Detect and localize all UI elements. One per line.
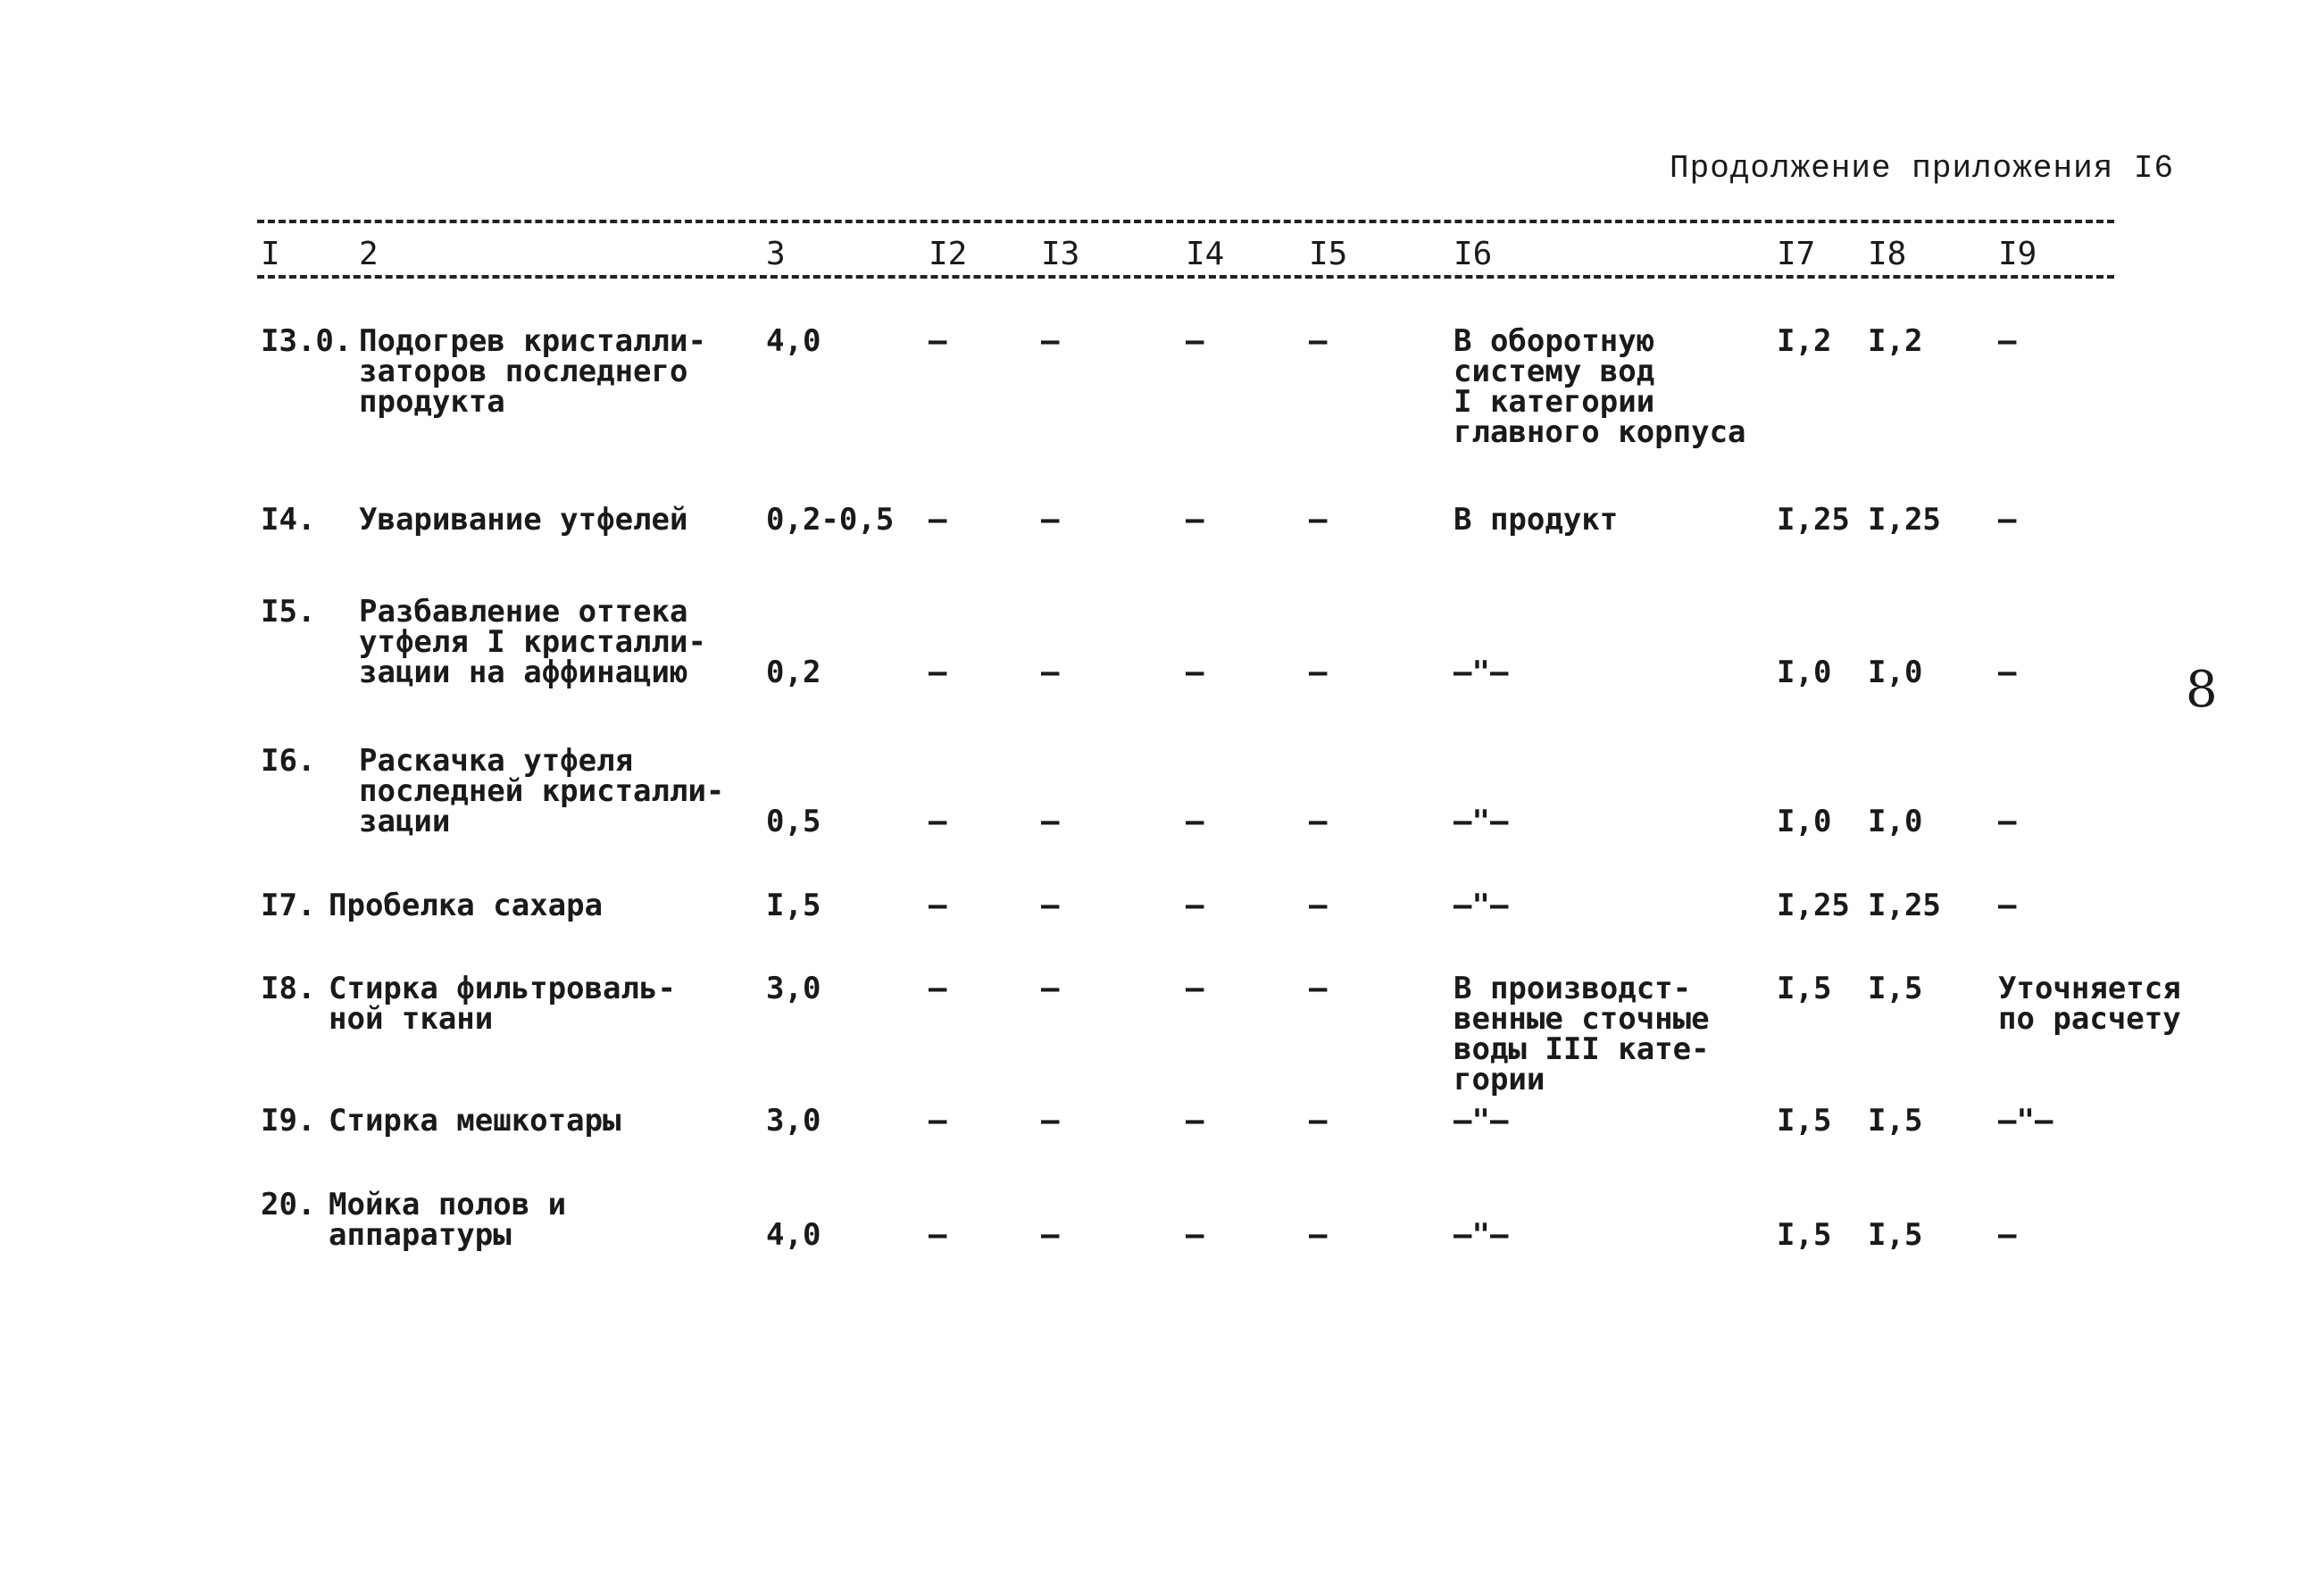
cell-col-2: Стирка мешкотары: [329, 1103, 621, 1139]
cell-col-1: I8.: [261, 971, 316, 1006]
cell-col-15: –: [1309, 1103, 1328, 1139]
header-col-14: I4: [1186, 236, 1225, 272]
cell-col-18: I,25: [1868, 888, 1941, 923]
cell-col-18: I,2: [1868, 323, 1923, 359]
cell-col-13: –: [1041, 971, 1060, 1006]
cell-col-3: I,5: [766, 888, 821, 923]
cell-col-17: I,25: [1777, 888, 1850, 923]
cell-col-3: 4,0: [766, 323, 821, 359]
cell-col-13: –: [1041, 655, 1060, 690]
cell-col-13: –: [1041, 323, 1060, 359]
header-col-15: I5: [1309, 236, 1348, 272]
cell-col-1: I3.0.: [261, 323, 353, 359]
cell-col-14: –: [1186, 1103, 1204, 1139]
table-header-rule: [257, 275, 2114, 279]
cell-col-15: –: [1309, 655, 1328, 690]
cell-col-15: –: [1309, 888, 1328, 923]
cell-col-3: 0,2: [766, 655, 821, 690]
cell-col-17: I,25: [1777, 502, 1850, 538]
cell-col-16: –"–: [1454, 888, 1509, 923]
header-col-19: I9: [1998, 236, 2037, 272]
cell-col-12: –: [929, 971, 947, 1006]
header-col-1: I: [261, 236, 280, 272]
cell-col-17: I,5: [1777, 971, 1832, 1006]
cell-col-13: –: [1041, 1103, 1060, 1139]
cell-col-15: –: [1309, 804, 1328, 839]
cell-col-2: Пробелка сахара: [329, 888, 604, 923]
cell-col-2: Раскачка утфеля последней кристалли- зации: [359, 743, 725, 839]
cell-col-3: 0,2-0,5: [766, 502, 895, 538]
cell-col-3: 4,0: [766, 1217, 821, 1253]
header-col-2: 2: [359, 236, 379, 272]
cell-col-12: –: [929, 1103, 947, 1139]
cell-col-18: I,25: [1868, 502, 1941, 538]
cell-col-14: –: [1186, 502, 1204, 538]
cell-col-15: –: [1309, 971, 1328, 1006]
cell-col-16: –"–: [1454, 1103, 1509, 1139]
cell-col-3: 0,5: [766, 804, 821, 839]
cell-col-19: –: [1998, 323, 2017, 359]
cell-col-16: В оборотную систему вод I категории главного корпуса: [1454, 323, 1746, 450]
cell-col-12: –: [929, 323, 947, 359]
cell-col-12: –: [929, 1217, 947, 1253]
cell-col-19: –: [1998, 888, 2017, 923]
cell-col-14: –: [1186, 655, 1204, 690]
cell-col-13: –: [1041, 1217, 1060, 1253]
cell-col-1: I6.: [261, 743, 316, 779]
cell-col-18: I,5: [1868, 1217, 1923, 1253]
table-top-rule: [257, 220, 2114, 223]
cell-col-15: –: [1309, 502, 1328, 538]
cell-col-16: В продукт: [1454, 502, 1619, 538]
cell-col-12: –: [929, 888, 947, 923]
cell-col-16: –"–: [1454, 655, 1509, 690]
cell-col-3: 3,0: [766, 971, 821, 1006]
cell-col-15: –: [1309, 1217, 1328, 1253]
cell-col-17: I,5: [1777, 1217, 1832, 1253]
cell-col-15: –: [1309, 323, 1328, 359]
cell-col-12: –: [929, 502, 947, 538]
cell-col-12: –: [929, 655, 947, 690]
cell-col-1: 20.: [261, 1187, 316, 1222]
cell-col-2: Разбавление оттека утфеля I кристалли- зации на аффинацию: [359, 594, 706, 690]
cell-col-2: Стирка фильтроваль- ной ткани: [329, 971, 676, 1037]
header-col-3: 3: [766, 236, 786, 272]
header-col-17: I7: [1777, 236, 1816, 272]
cell-col-1: I4.: [261, 502, 316, 538]
cell-col-19: –: [1998, 502, 2017, 538]
cell-col-14: –: [1186, 323, 1204, 359]
cell-col-18: I,0: [1868, 655, 1923, 690]
cell-col-17: I,2: [1777, 323, 1832, 359]
cell-col-16: –"–: [1454, 804, 1509, 839]
cell-col-14: –: [1186, 971, 1204, 1006]
cell-col-14: –: [1186, 1217, 1204, 1253]
header-col-16: I6: [1454, 236, 1493, 272]
cell-col-13: –: [1041, 888, 1060, 923]
cell-col-18: I,5: [1868, 971, 1923, 1006]
cell-col-19: –: [1998, 804, 2017, 839]
cell-col-17: I,0: [1777, 655, 1832, 690]
header-col-18: I8: [1868, 236, 1907, 272]
cell-col-13: –: [1041, 502, 1060, 538]
cell-col-19: –"–: [1998, 1103, 2053, 1139]
cell-col-14: –: [1186, 888, 1204, 923]
cell-col-18: I,0: [1868, 804, 1923, 839]
page-caption: Продолжение приложения I6: [1670, 150, 2175, 187]
cell-col-2: Мойка полов и аппаратуры: [329, 1187, 567, 1253]
cell-col-14: –: [1186, 804, 1204, 839]
cell-col-1: I7.: [261, 888, 316, 923]
cell-col-1: I5.: [261, 594, 316, 630]
cell-col-13: –: [1041, 804, 1060, 839]
header-col-12: I2: [929, 236, 968, 272]
cell-col-1: I9.: [261, 1103, 316, 1139]
cell-col-12: –: [929, 804, 947, 839]
cell-col-19: –: [1998, 655, 2017, 690]
page-number-mark: 8: [2186, 661, 2218, 719]
cell-col-17: I,5: [1777, 1103, 1832, 1139]
cell-col-16: В производст- венные сточные воды III кате- гории: [1454, 971, 1710, 1097]
cell-col-17: I,0: [1777, 804, 1832, 839]
cell-col-2: Уваривание утфелей: [359, 502, 688, 538]
cell-col-2: Подогрев кристалли- заторов последнего продукта: [359, 323, 706, 420]
header-col-13: I3: [1041, 236, 1080, 272]
cell-col-3: 3,0: [766, 1103, 821, 1139]
cell-col-19: Уточняется по расчету: [1998, 971, 2181, 1037]
cell-col-18: I,5: [1868, 1103, 1923, 1139]
cell-col-16: –"–: [1454, 1217, 1509, 1253]
cell-col-19: –: [1998, 1217, 2017, 1253]
